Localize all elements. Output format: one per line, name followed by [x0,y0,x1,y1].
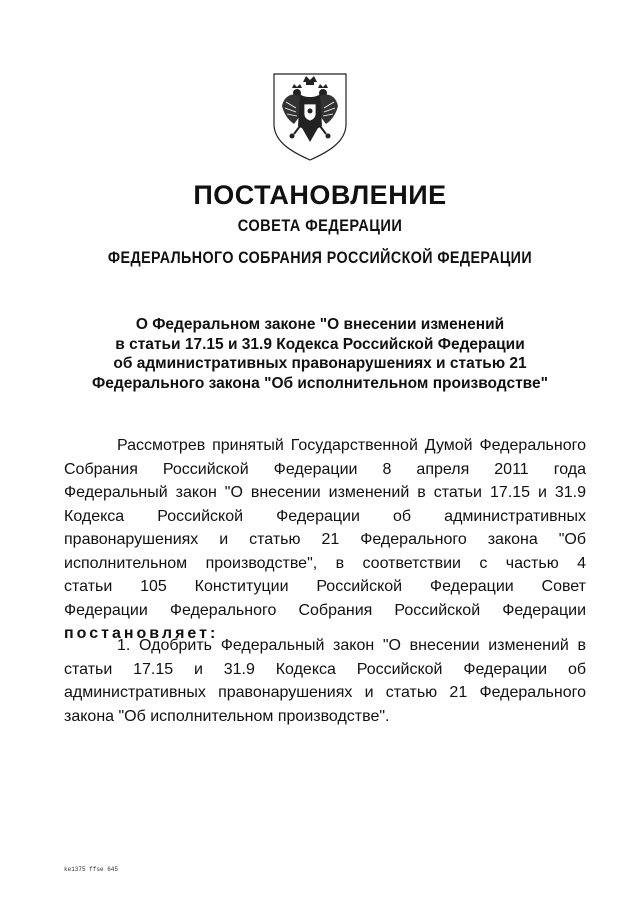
paragraph-line: статьи 105 Конституции Российской Федерации Совет [64,578,586,595]
paragraph-line: Рассмотрев принятый Государственной Думой Федерального [117,437,586,454]
document-subject [60,315,580,393]
paragraph-line: 1. Одобрить Федеральный закон "О внесении изменений в [117,637,586,654]
coat-of-arms-icon [270,72,350,162]
state-emblem [270,72,350,162]
paragraph-line: административных правонарушениях и статью 21 Федерального [64,684,586,701]
issuer-line-1: СОВЕТА ФЕДЕРАЦИИ [237,216,403,235]
document-title: ПОСТАНОВЛЕНИЕ [193,180,447,210]
subject-line: об административных правонарушениях и статью 21 [113,355,527,372]
paragraph-line: Федерации Федерального Собрания Российской Федерации [64,601,586,619]
issuer-line-2: ФЕДЕРАЛЬНОГО СОБРАНИЯ РОССИЙСКОЙ ФЕДЕРАЦИИ [107,248,533,267]
paragraph-line: исполнительном производстве", в соответствии с частью 4 [64,554,586,572]
paragraph-line: закона "Об исполнительном производстве". [64,707,390,725]
document-code: ke1375 ffse 645 [64,866,119,873]
subject-line: в статьи 17.15 и 31.9 Кодекса Российской Федерации [115,335,525,353]
subject-line: О Федеральном законе "О внесении изменений [135,316,505,333]
resolution-item-1 [64,634,586,728]
subject-line: Федерального закона "Об исполнительном производстве" [92,374,548,392]
decree-word: постановляет: [64,625,219,642]
paragraph-line: Федеральный закон "О внесении изменений в статьи 17.15 и 31.9 [64,484,586,501]
preamble-paragraph [64,434,586,646]
paragraph-line: правонарушениях и статью 21 Федерального закона "Об [64,531,586,548]
paragraph-line: Собрания Российской Федерации 8 апреля 2011 года [64,460,586,478]
paragraph-line: статьи 17.15 и 31.9 Кодекса Российской Федерации об [64,660,586,678]
paragraph-line: Кодекса Российской Федерации об административных [64,507,586,525]
